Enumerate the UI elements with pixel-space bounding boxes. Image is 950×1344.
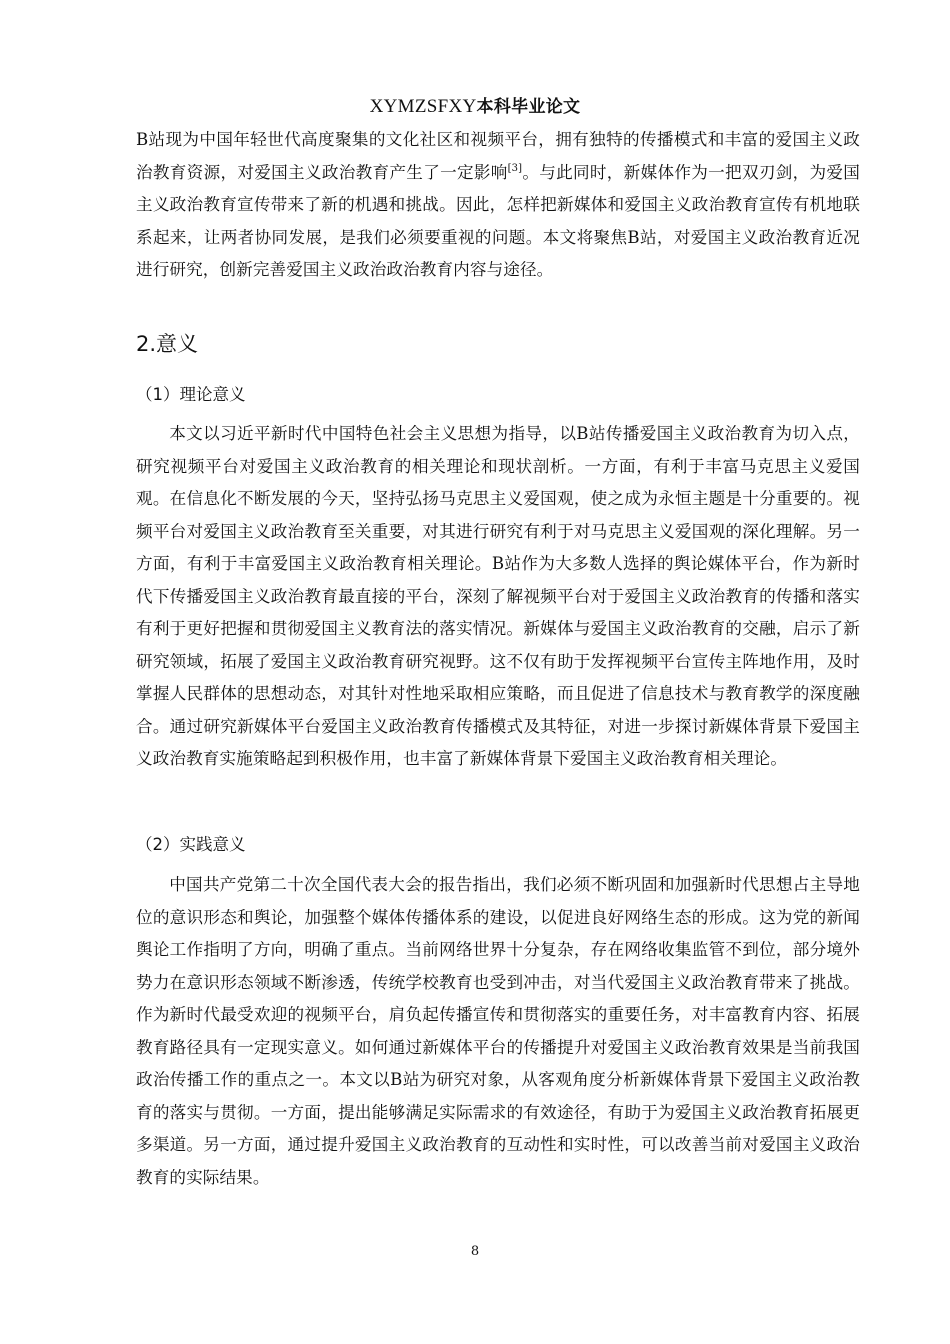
header-latin: XYMZSFXY	[369, 96, 477, 117]
subsection-heading-theory: （1）理论意义	[136, 385, 246, 404]
intro-paragraph	[136, 124, 860, 287]
header-chinese: 本科毕业论文	[476, 97, 581, 117]
subsection-heading-practice: （2）实践意义	[136, 835, 246, 854]
intro-text: B站现为中国年轻世代高度聚集的文化社区和视频平台，拥有独特的传播模式和丰富的爱国主义政治教育资源，对爱国主义政治教育产生了一定影响	[136, 130, 860, 182]
practice-paragraph: 中国共产党第二十次全国代表大会的报告指出，我们必须不断巩固和加强新时代思想占主导地位的意识形态和舆论，加强整个媒体传播体系的建设，以促进良好网络生态的形成。这为党的新闻舆论工作指明了方向，明确了重点。当前网络世界十分复杂，存在网络收集监管不到位，部分境外势力在意识形态领域不断渗透，传统学校教育也受到冲击，对当代爱国主义政治教育带来了挑战。作为新时代最受欢迎的视频平台，肩负起传播宣传和贯彻落实的重要任务，对丰富教育内容、拓展教育路径具有一定现实意义。如何通过新媒体平台的传播提升对爱国主义政治教育效果是当前我国政治传播工作的重点之一。本文以B站为研究对象，从客观角度分析新媒体背景下爱国主义政治教育的落实与贯彻。一方面，提出能够满足实际需求的有效途径，有助于为爱国主义政治教育拓展更多渠道。另一方面，通过提升爱国主义政治教育的互动性和实时性，可以改善当前对爱国主义政治教育的实际结果。	[136, 875, 860, 1187]
theory-paragraph: 本文以习近平新时代中国特色社会主义思想为指导，以B站传播爱国主义政治教育为切入点，研究视频平台对爱国主义政治教育的相关理论和现状剖析。一方面，有利于丰富马克思主义爱国观。在信息化不断发展的今天，坚持弘扬马克思主义爱国观，使之成为永恒主题是十分重要的。视频平台对爱国主义政治教育至关重要，对其进行研究有利于对马克思主义爱国观的深化理解。另一方面，有利于丰富爱国主义政治教育相关理论。B站作为大多数人选择的舆论媒体平台，作为新时代下传播爱国主义政治教育最直接的平台，深刻了解视频平台对于爱国主义政治教育的传播和落实有利于更好把握和贯彻爱国主义教育法的落实情况。新媒体与爱国主义政治教育的交融，启示了新研究领域，拓展了爱国主义政治教育研究视野。这不仅有助于发挥视频平台宣传主阵地作用，及时掌握人民群体的思想动态，对其针对性地采取相应策略，而且促进了信息技术与教育教学的深度融合。通过研究新媒体平台爱国主义政治教育传播模式及其特征，对进一步探讨新媒体背景下爱国主义政治教育实施策略起到积极作用，也丰富了新媒体背景下爱国主义政治教育相关理论。	[136, 424, 860, 768]
page-header	[0, 92, 950, 118]
citation-ref: [3]	[507, 162, 523, 174]
section-heading: 2.意义	[136, 332, 199, 356]
page-number: 8	[470, 1244, 480, 1259]
intro-text-cont: 。与此同时，新媒体作为一把双刃剑，为爱国主义政治教育宣传带来了新的机遇和挑战。因此，怎样把新媒体和爱国主义政治教育宣传有机地联系起来，让两者协同发展，是我们必须要重视的问题。本文将聚焦B站，对爱国主义政治教育近况进行研究，创新完善爱国主义政治政治教育内容与途径。	[136, 162, 860, 279]
